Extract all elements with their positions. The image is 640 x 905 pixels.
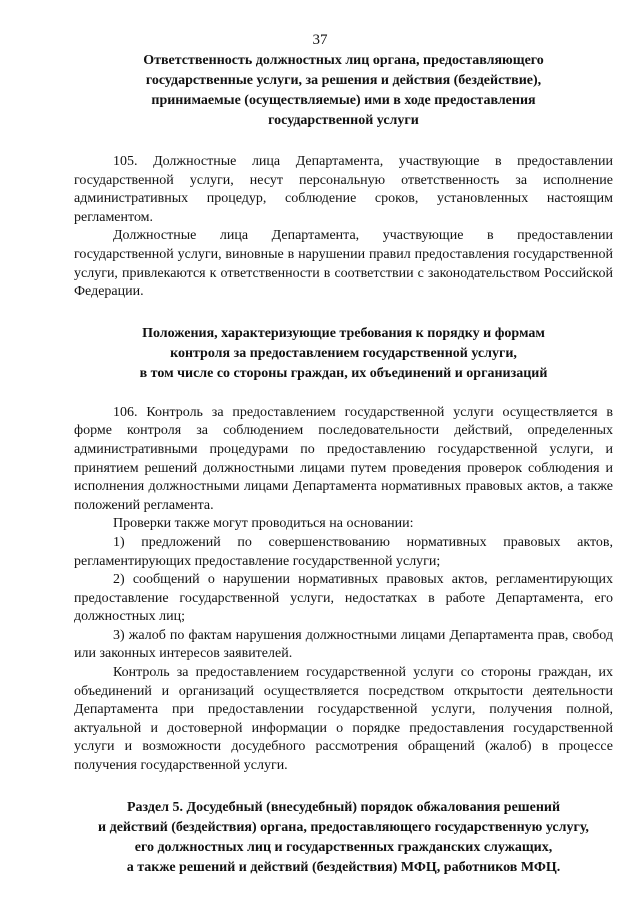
section-heading-control: [74, 324, 613, 384]
heading-line: а также решений и действий (бездействия) МФЦ, работников МФЦ.: [126, 859, 561, 875]
heading-line: Ответственность должностных лиц органа, предоставляющего: [143, 53, 544, 68]
heading-line: государственные услуги, за решения и действия (бездействие),: [145, 73, 542, 88]
heading-line: государственной услуги: [268, 113, 419, 128]
heading-line: Положения, характеризующие требования к порядку и формам: [142, 325, 545, 341]
heading-line: принимаемые (осуществляемые) ими в ходе предоставления: [151, 93, 536, 108]
heading-line: его должностных лиц и государственных гражданских служащих,: [134, 839, 553, 855]
paragraph-responsibility-liability: Должностные лица Департамента, участвующие в предоставлении государственной услуги, виновные в нарушении правил предоставления государственной услуги, привлекаются к ответственности в соответствии с законодательством Российской Федерации.: [74, 228, 613, 300]
list-item-2: 2) сообщений о нарушении нормативных правовых актов, регламентирующих предоставление государственной услуги, недостатках в работе Департамента, его должностных лиц;: [74, 572, 613, 625]
list-item-1: 1) предложений по совершенствованию нормативных правовых актов, регламентирующих предоставление государственной услуги;: [74, 534, 613, 569]
section-heading-section-5: [74, 798, 613, 878]
heading-line: в том числе со стороны граждан, их объединений и организаций: [139, 365, 548, 381]
heading-line: Раздел 5. Досудебный (внесудебный) порядок обжалования решений: [126, 799, 561, 815]
page-content: [74, 51, 613, 878]
heading-line: контроля за предоставлением государственной услуги,: [170, 345, 517, 361]
list-item-3: 3) жалоб по фактам нарушения должностными лицами Департамента прав, свобод или законных интересов заявителей.: [74, 627, 613, 662]
heading-line: и действий (бездействия) органа, предоставляющего государственную услугу,: [98, 819, 589, 835]
page-number: 37: [312, 32, 328, 48]
paragraph-public-control: Контроль за предоставлением государственной услуги со стороны граждан, их объединений и организаций осуществляется посредством открытости деятельности Департамента при предоставлении государственной услуги, получения полной, актуальной и достоверной информации о порядке предоставления государственной услуги и возможности досудебного рассмотрения обращений (жалоб) в процессе получения государственной услуги.: [74, 665, 613, 774]
paragraph-105: 105. Должностные лица Департамента, участвующие в предоставлении государственной услуги, несут персональную ответственность за исполнение административных процедур, соблюдение сроков, установленных настоящим регламентом.: [74, 154, 613, 225]
section-heading-responsibility: [74, 51, 613, 131]
paragraph-106: 106. Контроль за предоставлением государственной услуги осуществляется в форме контроля за соблюдением последовательности действий, определенных административными процедурами по предоставлению государственной услуги, и принятием решений должностными лицами путем проведения проверок соблюдения и исполнения должностными лицами Департамента нормативных правовых актов, а также положений регламента.: [74, 404, 613, 513]
paragraph-inspection-grounds: Проверки также могут проводиться на основании:: [113, 516, 414, 532]
